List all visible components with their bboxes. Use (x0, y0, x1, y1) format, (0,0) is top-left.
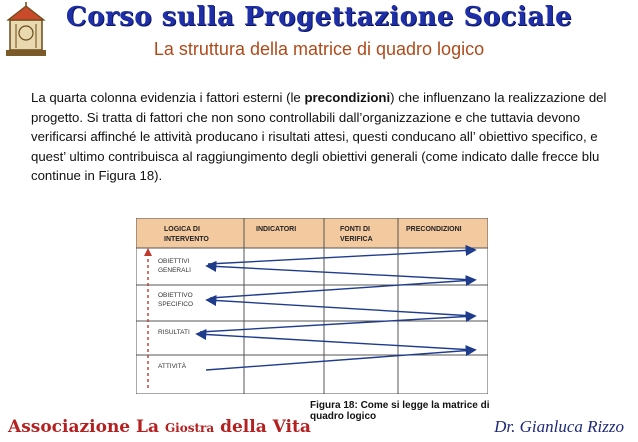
col-header-indicatori: INDICATORI (256, 226, 297, 233)
row-label-risultati: RISULTATI (158, 329, 190, 336)
footer-association-b: La (136, 417, 165, 437)
footer-association-c: Giostra (164, 421, 215, 435)
page-title: Corso sulla Progettazione Sociale (65, 2, 573, 32)
row-label-specifico: SPECIFICO (158, 301, 194, 308)
body-text-bold: precondizioni (304, 90, 391, 105)
page-subtitle: La struttura della matrice di quadro logico (153, 39, 485, 59)
footer-association-d: della Vita (214, 417, 311, 437)
row-label-attivita: ATTIVITÀ (158, 363, 187, 370)
col-header-verifica: VERIFICA (340, 236, 373, 243)
footer-author: Dr. Gianluca Rizzo (494, 417, 624, 436)
footer-association (8, 417, 311, 437)
body-text-start: La quarta colonna evidenzia i fattori esterni (le (31, 90, 305, 105)
row-label-obiettivo: OBIETTIVO (158, 292, 193, 299)
row-label-obiettivi: OBIETTIVI (158, 258, 190, 265)
body-text-end: ) che influenzano la realizzazione del progetto. Si tratta di fattori che non sono controllabili dall’organizzazione e che tuttavia devono verificarsi affinché le attività producano i risultati attesi, questi conducano all’ obiettivo specifico, e quest’ ultimo contribuisca al raggiungimento degli obiettivi generali (come indicato dalle frecce blu continue in Figura 18). (31, 90, 607, 184)
body-paragraph (31, 88, 617, 186)
figure-caption: Figura 18: Come si legge la matrice di quadro logico (310, 400, 490, 422)
col-header-logica: LOGICA DI (164, 226, 200, 233)
col-header-fonti: FONTI DI (340, 226, 370, 233)
col-header-precondizioni: PRECONDIZIONI (406, 226, 462, 233)
logframe-figure (136, 218, 488, 394)
row-label-generali: GENERALI (158, 267, 191, 274)
footer-association-a: Associazione (8, 417, 137, 437)
col-header-intervento: INTERVENTO (164, 236, 209, 243)
